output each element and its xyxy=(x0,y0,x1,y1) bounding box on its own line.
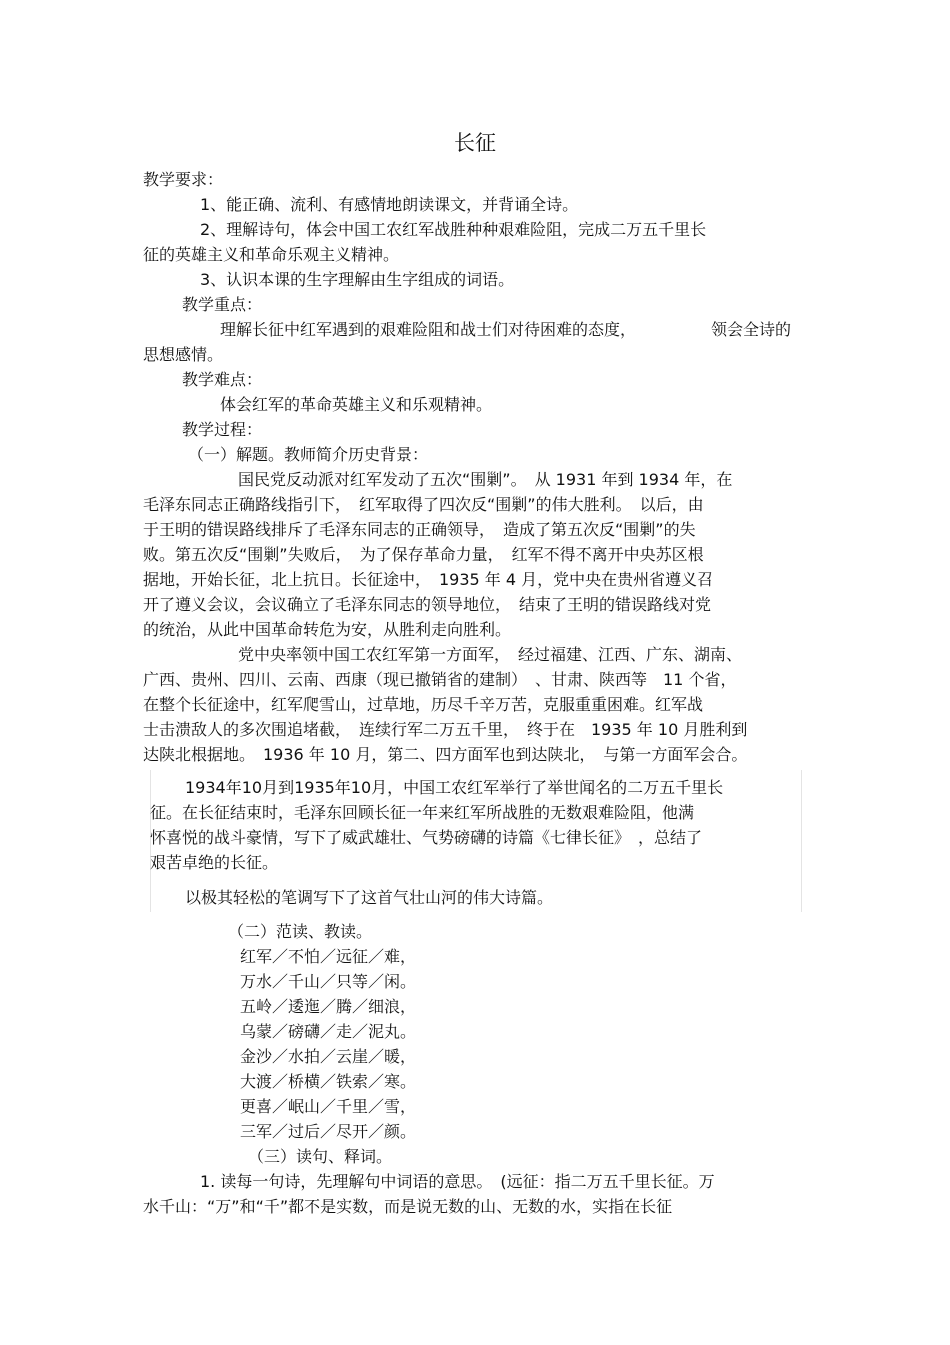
poem-line: 红军／不怕／远征／难， xyxy=(240,947,417,966)
difficulty-text: 体会红军的革命英雄主义和乐观精神。 xyxy=(220,395,493,414)
focus-heading: 教学重点： xyxy=(182,295,263,314)
paragraph-line: 的统治，从此中国革命转危为安，从胜利走向胜利。 xyxy=(143,620,512,639)
poem-line: 三军／过后／尽开／颜。 xyxy=(240,1122,417,1141)
poem-line: 万水／千山／只等／闲。 xyxy=(240,972,417,991)
quote-line: 1934年10月到1935年10月，中国工农红军举行了举世闻名的二万五千里长 xyxy=(185,778,724,797)
quote-line: 怀喜悦的战斗豪情，写下了威武雄壮、气势磅礴的诗篇《七律长征》 ，总结了 xyxy=(150,828,703,847)
difficulty-heading: 教学难点： xyxy=(182,370,263,389)
quote-line: 征。在长征结束时，毛泽东回顾长征一年来红军所战胜的无数艰难险阻，他满 xyxy=(150,803,695,822)
poem-line: 大渡／桥横／铁索／寒。 xyxy=(240,1072,417,1091)
paragraph-line: 1. 读每一句诗，先理解句中词语的意思。 (远征：指二万五千里长征。万 xyxy=(200,1172,715,1191)
requirement-item-3: 3、认识本课的生字理解由生字组成的词语。 xyxy=(200,270,515,289)
paragraph-line: 士击溃敌人的多次围追堵截， 连续行军二万五千里， 终于在 1935 年 10 月胜利到 xyxy=(143,720,748,739)
paragraph-line: 据地，开始长征，北上抗日。长征途中， 1935 年 4 月，党中央在贵州省遵义召 xyxy=(143,570,714,589)
paragraph-line: 毛泽东同志正确路线指引下， 红军取得了四次反“围剿”的伟大胜利。 以后，由 xyxy=(143,495,704,514)
paragraph-line: 广西、贵州、四川、云南、西康（现已撤销省的建制） 、甘肃、陕西等 11 个省， xyxy=(143,670,737,689)
step-1-heading: （一）解题。教师简介历史背景： xyxy=(188,445,429,464)
requirement-item-1: 1、能正确、流利、有感情地朗读课文，并背诵全诗。 xyxy=(200,195,579,214)
paragraph-line: 党中央率领中国工农红军第一方面军， 经过福建、江西、广东、湖南、 xyxy=(238,645,743,664)
focus-text-tail: 领会全诗的 xyxy=(711,320,792,339)
focus-text: 理解长征中红军遇到的艰难险阻和战士们对待困难的态度， xyxy=(220,320,637,339)
requirement-item-2-cont: 征的英雄主义和革命乐观主义精神。 xyxy=(143,245,400,264)
poem-line: 五岭／逶迤／腾／细浪， xyxy=(240,997,417,1016)
page-title: 长征 xyxy=(454,131,496,155)
paragraph-line: 国民党反动派对红军发动了五次“围剿”。 从 1931 年到 1934 年，在 xyxy=(238,470,733,489)
paragraph-line: 开了遵义会议，会议确立了毛泽东同志的领导地位， 结束了王明的错误路线对党 xyxy=(143,595,712,614)
quote-line: 以极其轻松的笔调写下了这首气壮山河的伟大诗篇。 xyxy=(185,888,554,907)
paragraph-line: 达陕北根据地。 1936 年 10 月，第二、四方面军也到达陕北， 与第一方面军会合。 xyxy=(143,745,748,764)
poem-line: 更喜／岷山／千里／雪， xyxy=(240,1097,417,1116)
step-2-heading: （二）范读、教读。 xyxy=(228,922,373,941)
paragraph-line: 在整个长征途中，红军爬雪山，过草地，历尽千辛万苦，克服重重困难。红军战 xyxy=(143,695,704,714)
quote-line: 艰苦卓绝的长征。 xyxy=(150,853,279,872)
process-heading: 教学过程： xyxy=(182,420,263,439)
poem-line: 金沙／水拍／云崖／暖， xyxy=(240,1047,417,1066)
paragraph-line: 水千山：“万”和“千”都不是实数，而是说无数的山、无数的水，实指在长征 xyxy=(143,1197,673,1216)
focus-text-cont: 思想感情。 xyxy=(143,345,224,364)
step-3-heading: （三）读句、释词。 xyxy=(248,1147,393,1166)
paragraph-line: 于王明的错误路线排斥了毛泽东同志的正确领导， 造成了第五次反“围剿”的失 xyxy=(143,520,696,539)
requirement-item-2: 2、理解诗句，体会中国工农红军战胜种种艰难险阻，完成二万五千里长 xyxy=(200,220,707,239)
requirements-heading: 教学要求： xyxy=(143,170,224,189)
poem-line: 乌蒙／磅礴／走／泥丸。 xyxy=(240,1022,417,1041)
paragraph-line: 败。第五次反“围剿”失败后， 为了保存革命力量， 红军不得不离开中央苏区根 xyxy=(143,545,704,564)
